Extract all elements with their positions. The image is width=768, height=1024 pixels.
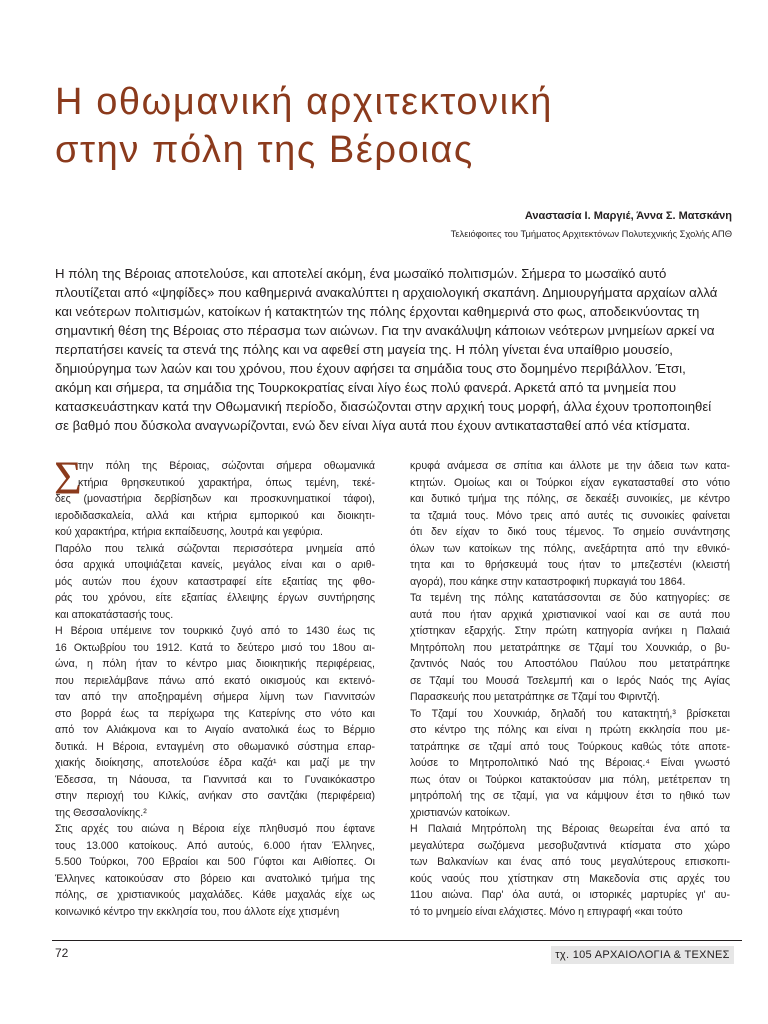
text-line: στην περιοχή του Κιλκίς, ανήκαν στο σαντζάκι (περιφέρεια) [55, 790, 375, 802]
text-line: κούς ναούς που χτίστηκαν στη Μακεδονία στις αρχές του [410, 872, 730, 885]
intro-line: κατασκευάστηκαν κατά την Οθωμανική περίοδο, διασώζονται στην αρχική τους μορφή, άλλα έχουν τροποποιηθεί [55, 399, 712, 414]
intro-paragraph [55, 264, 735, 435]
text-line: μός αυτών που έχουν καταστραφεί είτε εξαιτίας της φθο- [55, 575, 375, 588]
text-line: αυτά που ήταν αρχικά χριστιανικοί ναοί και σε αυτά που [410, 608, 730, 621]
text-line: Στις αρχές του αιώνα η Βέροια είχε πληθυσμό που έφτανε [55, 823, 375, 835]
text-line: ιεροδιδασκαλεία, αλλά και κτήρια εμπορικού και διοικητι- [55, 509, 375, 522]
author-affiliation: Τελειόφοιτες του Τμήματος Αρχιτεκτόνων Πολυτεχνικής Σχολής ΑΠΘ [450, 228, 732, 239]
text-line: 11ου αιώνα. Παρ' όλα αυτά, οι ιστορικές μαρτυρίες γι' αυ- [410, 889, 730, 901]
text-line: όσα αρχικά υποψιάζεται κανείς, μεγάλος είναι και ο αριθ- [55, 559, 375, 571]
text-line: Η Βέροια υπέμεινε τον τουρκικό ζυγό από το 1430 έως τις [55, 625, 375, 637]
text-line: 5.500 Τούρκοι, 700 Εβραίοι και 500 Γύφτοι και Αιθίοπες. Οι [55, 856, 375, 868]
text-line: στο κέντρο της πόλης και είναι η πρώτη εκκλησία που με- [410, 724, 730, 736]
text-line: ότι δεν είχαν το δικό τους τέμενος. Το σημείο συνάντησης [410, 526, 730, 538]
drop-cap: Σ [54, 452, 82, 505]
text-line: όλων των κατοίκων της πόλης, ανεξάρτητα από την εθνικό- [410, 542, 730, 555]
text-line: από τον Αλιάκμονα και το Αιγαίο ανατολικά έως το Βέρμιο [55, 724, 375, 736]
text-line: της Θεσσαλονίκης.² [55, 806, 147, 819]
text-line: των Βαλκανίων και ένας από τους μεγαλύτερους επισκοπι- [410, 856, 730, 868]
intro-line: δημιούργημα των λαών και του χρόνου, που έχουν αφήσει τα σημάδια τους στο δομημένο περιβάλλον. Έτσι, [55, 361, 686, 376]
text-line: Παρασκευής που μετατράπηκε σε Τζαμί του Φιριντζή. [410, 691, 660, 703]
text-line: ζαντινός Ναός του Αποστόλου Παύλου που μετατράπηκε [410, 658, 730, 670]
text-line: 16 Οκτωβρίου του 1912. Κατά το δεύτερο μισό του 18ου αι- [55, 641, 375, 654]
text-line: πως όταν οι Τούρκοι κατακτούσαν μια πόλη, μετέτρεπαν τη [410, 773, 730, 786]
body-column-right [410, 458, 730, 920]
text-line: Μητρόπολη που μετατράπηκε σε Τζαμί του Χουνκιάρ, ο βυ- [410, 641, 730, 654]
text-line: Το Τζαμί του Χουνκιάρ, δηλαδή του κατακτητή,³ βρίσκεται [410, 707, 730, 720]
article-authors: Αναστασία Ι. Μαργιέ, Άννα Σ. Ματσκάνη [524, 210, 732, 222]
text-line: μητρόπολή της σε τζαμί, για να κάμψουν έτσι το ηθικό των [410, 790, 730, 802]
text-line: πόλης, σε χριστιανικούς μαχαλάδες. Κάθε μαχαλάς είχε ως [55, 889, 375, 901]
text-line: κτήρια θρησκευτικού χαρακτήρα, όπως τεμένη, τεκέ- [78, 476, 375, 489]
text-line: χτίστηκαν εξαρχής. Στην πρώτη κατηγορία ανήκει η Παλαιά [410, 625, 730, 637]
intro-line: πλουτίζεται από «ψηφίδες» που καθημερινά ανακαλύπτει η αρχαιολογική σκαπάνη. Δημιουργήματα αρχαίων αλλά [55, 285, 718, 300]
title-line: Η οθωμανική αρχιτεκτονική [55, 81, 554, 123]
text-line: Έλληνες κατοικούσαν στο βόρειο και ανατολικό τμήμα της [55, 872, 375, 885]
intro-line: περπατήσει κανείς τα στενά της πόλης και να αφεθεί στη μαγεία της. Η πόλη γίνεται ένα υπαίθριο μουσείο, [55, 342, 673, 357]
text-line: Παρόλο που τελικά σώζονται περισσότερα μνημεία από [55, 542, 375, 555]
text-line: Τα τεμένη της πόλης κατατάσσονται σε δύο κατηγορίες: σε [410, 592, 730, 604]
text-line: ταν από την αποξηραμένη σήμερα λίμνη των Γιαννιτσών [55, 691, 375, 703]
intro-line: σημαντική θέση της Βέροιας στο πέρασμα των αιώνων. Για την ανακάλυψη κάποιων νεότερων μνημείων αρκεί να [55, 323, 715, 338]
text-line: τατράπηκε σε τζαμί από τους Τούρκους καθώς τότε αποτε- [410, 740, 730, 753]
text-line: σε Τζαμί του Μουσά Τσελεμπή και ο Ιερός Ναός της Αγίας [410, 674, 730, 687]
page-number: 72 [55, 946, 69, 960]
text-line: και δυτικό τμήμα της πόλης, σε δεκαέξι συνοικίες, με κέντρο [410, 493, 730, 505]
text-line: κτητών. Ομοίως και οι Τούρκοι είχαν εγκατασταθεί στο νότιο [410, 476, 730, 489]
text-line: κοινωνικό κέντρο την εκκλησία του, που άλλοτε είχε χτισμένη [55, 905, 340, 918]
article-title [55, 78, 735, 174]
text-line: τους 13.000 κατοίκους. Από αυτούς, 6.000 ήταν Έλληνες, [55, 839, 375, 852]
magazine-issue-label: τχ. 105 ΑΡΧΑΙΟΛΟΓΙΑ & ΤΕΧΝΕΣ [551, 946, 734, 964]
text-line: δες (μοναστήρια δερβίσηδων και προσκυνηματικοί τάφοι), [55, 493, 375, 505]
intro-line: και νεότερων πολιτισμών, κατοίκων ή κατακτητών της πόλης έρχονται καθημερινά στο φως, αποδεικνύοντας τη [55, 304, 700, 319]
body-column-left [55, 458, 375, 920]
text-line: μεγαλύτερα σωζόμενα μεσοβυζαντινά κτίσματα στο χώρο [410, 839, 730, 852]
text-line: τό το μνημείο είναι ελάχιστες. Μόνο η επιγραφή «και τούτο [410, 905, 683, 918]
text-line: λούσε το Μητροπολιτικό Ναό της Βέροιας.⁴ Είναι γνωστό [410, 757, 730, 769]
text-line: χιακής διοίκησης, αποτελούσε έδρα καζά¹ και μαζί με την [55, 757, 375, 769]
intro-line: σε βαθμό που δύσκολα αναγνωρίζονται, ενώ δεν είναι λίγα αυτά που έχουν αντικατασταθεί από νέα κτίσματα. [55, 418, 691, 433]
text-line: την πόλη της Βέροιας, σώζονται σήμερα οθωμανικά [78, 460, 375, 472]
text-line: δυτικά. Η Βέροια, ενταγμένη στο οθωμανικό σύστημα επαρ- [55, 740, 375, 753]
title-line: στην πόλη της Βέροιας [55, 129, 474, 171]
text-line: αγορά), που κάηκε στην καταστροφική πυρκαγιά του 1864. [410, 575, 686, 588]
text-line: τητα και το θρήσκευμά τους ήταν το μπεζεστένι (κλειστή [410, 559, 730, 571]
text-line: Η Παλαιά Μητρόπολη της Βέροιας θεωρείται ένα από τα [410, 823, 730, 835]
text-line: τα τζαμιά τους. Μόνο τρεις από αυτές τις συνοικίες φαίνεται [410, 509, 730, 522]
text-line: κρυφά ανάμεσα σε σπίτια και άλλοτε με την άδεια των κατα- [410, 460, 730, 472]
text-line: Έδεσσα, τη Νάουσα, τα Γιαννιτσά και το Γυναικόκαστρο [55, 773, 375, 786]
text-line: που περιελάμβανε πάνω από εκατό οικισμούς και εκτεινό- [55, 674, 375, 687]
text-line: ράς του χρόνου, είτε εξαιτίας έλλειψης έργων συντήρησης [55, 592, 375, 604]
text-line: και αποκατάστασής τους. [55, 608, 174, 621]
text-line: χριστιανών κατοίκων. [410, 806, 511, 819]
text-line: στο βορρά έως τα περίχωρα της Κατερίνης στο νότο και [55, 707, 375, 720]
footer-rule [52, 940, 742, 941]
intro-line: Η πόλη της Βέροιας αποτελούσε, και αποτελεί ακόμη, ένα μωσαϊκό πολιτισμών. Σήμερα το μωσαϊκό αυτό [55, 266, 667, 281]
text-line: ώνα, η πόλη ήταν το κέντρο μιας διοικητικής περιφέρειας, [55, 658, 375, 670]
text-line: κού χαρακτήρα, κτήρια εκπαίδευσης, λουτρά και γεφύρια. [55, 526, 323, 538]
intro-line: ακόμη και σήμερα, τα σημάδια της Τουρκοκρατίας είναι λίγο έως πολύ φανερά. Αρκετά από τα μνημεία που [55, 380, 677, 395]
